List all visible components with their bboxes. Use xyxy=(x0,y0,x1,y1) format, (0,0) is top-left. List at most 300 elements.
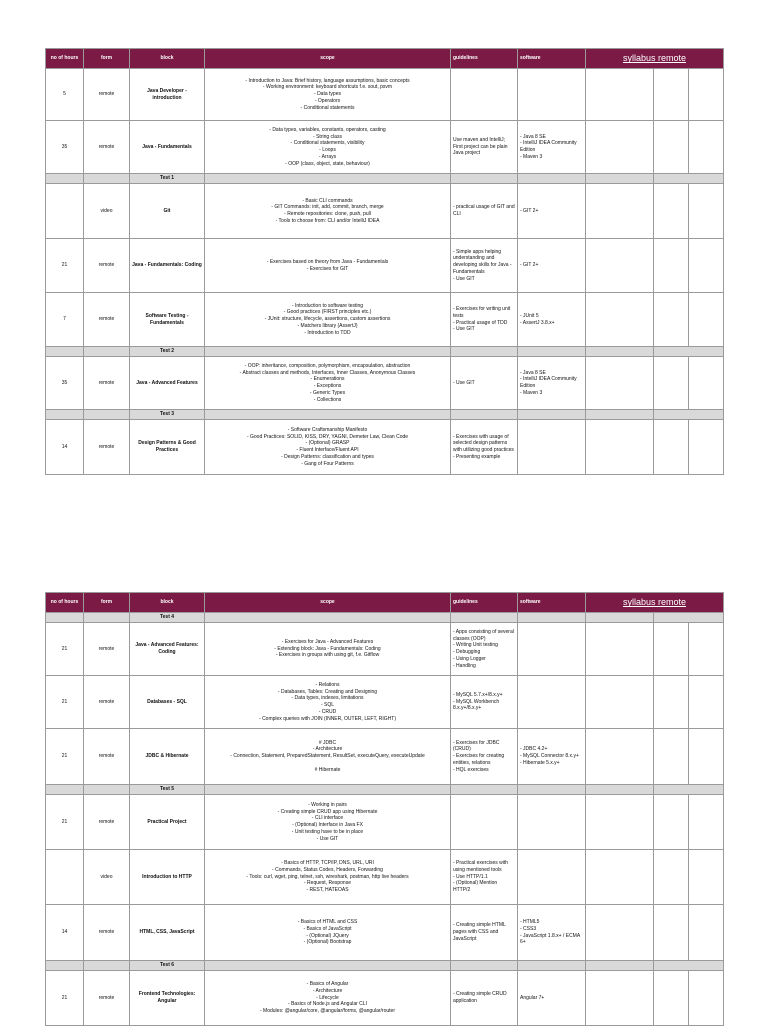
empty-cell xyxy=(451,347,518,357)
empty-cell xyxy=(654,729,689,785)
cell-line: - Basics of Node.js and Angular CLI xyxy=(288,1001,367,1008)
empty-cell xyxy=(46,174,84,184)
header-block: block xyxy=(130,49,205,69)
cell-line: - Loops xyxy=(319,147,336,153)
cell-line: - Tools: curl, wget, ping, telnet, ssh, wireshark, postman, http live headers xyxy=(246,873,409,880)
empty-cell xyxy=(46,961,84,971)
guidelines-cell xyxy=(451,121,518,174)
empty-cell xyxy=(586,795,654,850)
table-row xyxy=(46,850,724,905)
cell-line: - Collections xyxy=(313,396,342,403)
table-body xyxy=(46,69,724,475)
cell-line: - (Optional) Interface in Java FX xyxy=(292,822,363,828)
block-cell: Practical Project xyxy=(130,795,205,850)
cell-line: - IntelliJ IDEA Community Edition xyxy=(520,140,577,153)
cell-line: - Commands, Status Codes, Headers, Forwarding xyxy=(272,866,383,873)
cell-line: - MySQL Workbench 8.x.y+/8.x.y+ xyxy=(453,698,500,712)
header-form: form xyxy=(84,593,130,613)
cell-line: - Gang of Four Patterns xyxy=(301,460,354,467)
empty-cell xyxy=(654,410,724,420)
cell-line: - JDBC 4.2+ xyxy=(520,746,548,753)
cell-line: - Debugging xyxy=(453,649,481,655)
test-label: Test 4 xyxy=(130,613,205,623)
cell-line: - Relations xyxy=(315,681,340,688)
cell-line: - Exercises with usage of selected design patterns with utilizing good practices xyxy=(453,433,514,453)
cell-line: - String class xyxy=(313,133,342,140)
block-cell: Design Patterns & Good Practices xyxy=(130,420,205,475)
form-cell: video xyxy=(84,850,130,905)
cell-line: - CLI interface xyxy=(311,815,344,822)
block-cell: Java - Advanced Features xyxy=(130,357,205,410)
cell-line: - Lifecycle xyxy=(316,994,339,1001)
cell-line: - Java 8 SE xyxy=(520,133,546,140)
guidelines-cell xyxy=(451,850,518,905)
empty-cell xyxy=(205,347,451,357)
syllabus-remote-link[interactable]: syllabus remote xyxy=(586,593,724,613)
empty-cell xyxy=(586,785,654,795)
cell-line: - Creating simple CRUD app using Hibernate xyxy=(277,808,378,815)
empty-cell xyxy=(689,69,724,121)
header-block: block xyxy=(130,593,205,613)
software-cell xyxy=(518,420,586,475)
empty-cell xyxy=(586,239,654,293)
cell-line: - HTML5 xyxy=(520,919,540,925)
software-cell xyxy=(518,121,586,174)
cell-line: - Exercises in groups with using git, f.e. Gitflow xyxy=(275,652,380,659)
guidelines-cell xyxy=(451,676,518,729)
syllabus-table-2 xyxy=(45,592,723,1026)
guidelines-cell xyxy=(451,795,518,850)
cell-line: - Practical exercises with using mentioned tools xyxy=(453,860,509,873)
guidelines-cell xyxy=(451,420,518,475)
table-row xyxy=(46,239,724,293)
block-cell: Java - Fundamentals xyxy=(130,121,205,174)
cell-line: - Architecture xyxy=(312,746,343,753)
table-row xyxy=(46,121,724,174)
test-divider-row xyxy=(46,613,724,623)
cell-line: - Exercises for writing unit tests xyxy=(453,306,511,319)
cell-line: - SQL xyxy=(320,702,335,708)
cell-line: - MySQL Connector 8.x.y+ xyxy=(520,753,579,760)
hours-cell: 21 xyxy=(46,676,84,729)
empty-cell xyxy=(46,410,84,420)
hours-cell xyxy=(46,850,84,905)
cell-line: - Architecture xyxy=(312,987,343,994)
cell-line: - Introduction to software testing xyxy=(291,302,364,309)
empty-cell xyxy=(654,184,689,239)
empty-cell xyxy=(518,174,586,184)
cell-line: - Databases, Tables: Creating and Designing xyxy=(277,688,378,695)
cell-line: Use maven and IntelliJ; First project can be plain Java project xyxy=(453,136,508,157)
form-cell: remote xyxy=(84,905,130,961)
empty-cell xyxy=(518,613,586,623)
cell-line: - Use GIT xyxy=(453,275,475,282)
empty-cell xyxy=(586,174,654,184)
scope-cell xyxy=(205,357,451,410)
empty-cell xyxy=(586,623,654,676)
hours-cell: 7 xyxy=(46,293,84,347)
form-cell: remote xyxy=(84,795,130,850)
cell-line: - Exercises based on theory from Java - Fundamentals xyxy=(266,258,389,265)
header-guidelines: guidelines xyxy=(451,49,518,69)
cell-line: - practical usage of GIT and CLI xyxy=(453,204,515,217)
software-cell xyxy=(518,623,586,676)
empty-cell xyxy=(654,293,689,347)
cell-line: - Arrays xyxy=(318,153,337,160)
software-cell xyxy=(518,729,586,785)
header-hours: no of hours xyxy=(46,49,84,69)
form-cell: remote xyxy=(84,69,130,121)
cell-line: - Java 8 SE xyxy=(520,369,546,376)
test-divider-row xyxy=(46,410,724,420)
empty-cell xyxy=(689,121,724,174)
cell-line: - Data types, indexes, limitations xyxy=(291,695,364,702)
cell-line: - Writing Unit testing xyxy=(453,642,498,649)
hours-cell: 35 xyxy=(46,357,84,410)
empty-cell xyxy=(654,905,689,961)
cell-line: - Apps consisting of several classes (OOP) xyxy=(453,628,514,642)
empty-cell xyxy=(586,184,654,239)
empty-cell xyxy=(654,69,689,121)
empty-cell xyxy=(518,347,586,357)
table-body xyxy=(46,613,724,1026)
empty-cell xyxy=(451,410,518,420)
cell-line: - OOP (class, object, state, behaviour) xyxy=(285,160,370,167)
cell-line: - GIT 2+ xyxy=(520,207,539,214)
table-row xyxy=(46,293,724,347)
test-label: Test 3 xyxy=(130,410,205,420)
empty-cell xyxy=(84,613,130,623)
cell-line: - Tools to choose from: CLI and/or IntelliJ IDEA xyxy=(275,217,380,224)
block-cell: JDBC & Hibernate xyxy=(130,729,205,785)
header-guidelines: guidelines xyxy=(451,593,518,613)
form-cell: remote xyxy=(84,293,130,347)
empty-cell xyxy=(689,795,724,850)
block-cell: Java Developer - introduction xyxy=(130,69,205,121)
cell-line: - Working in pairs xyxy=(308,801,347,808)
empty-cell xyxy=(518,410,586,420)
empty-cell xyxy=(586,293,654,347)
empty-cell xyxy=(46,613,84,623)
cell-line: - Working environment: keyboard shortcuts f.e. sout, psvm xyxy=(262,84,393,91)
empty-cell xyxy=(689,676,724,729)
empty-cell xyxy=(689,623,724,676)
form-cell: remote xyxy=(84,121,130,174)
cell-line: - HQL exercises xyxy=(453,766,489,773)
cell-line: - Basics of HTML and CSS xyxy=(297,919,358,925)
empty-cell xyxy=(586,613,654,623)
scope-cell xyxy=(205,795,451,850)
empty-cell xyxy=(654,357,689,410)
table-row xyxy=(46,971,724,1026)
software-cell xyxy=(518,184,586,239)
syllabus-table-1 xyxy=(45,48,723,475)
empty-cell xyxy=(654,676,689,729)
empty-cell xyxy=(205,410,451,420)
cell-line: - Conditional statements xyxy=(300,104,355,111)
cell-line: - Enumerations xyxy=(310,376,345,383)
empty-cell xyxy=(205,785,451,795)
header-scope: scope xyxy=(205,49,451,69)
empty-cell xyxy=(654,420,689,475)
block-cell: Introduction to HTTP xyxy=(130,850,205,905)
table-row xyxy=(46,184,724,239)
cell-line: Angular 7+ xyxy=(520,994,545,1001)
empty-cell xyxy=(46,785,84,795)
empty-cell xyxy=(586,850,654,905)
cell-line: - Complex queries with JOIN (INNER, OUTER, LEFT, RIGHT) xyxy=(259,715,396,722)
guidelines-cell xyxy=(451,293,518,347)
cell-line: - Exercises for GIT xyxy=(306,265,349,272)
cell-line: - REST, HATEOAS xyxy=(306,887,349,894)
software-cell xyxy=(518,69,586,121)
test-label: Test 6 xyxy=(130,961,205,971)
software-cell xyxy=(518,357,586,410)
hours-cell: 14 xyxy=(46,905,84,961)
empty-cell xyxy=(205,613,451,623)
cell-line: - Presenting example xyxy=(453,453,501,460)
empty-cell xyxy=(586,69,654,121)
empty-cell xyxy=(689,729,724,785)
software-cell xyxy=(518,905,586,961)
cell-line: - Creating simple HTML pages with CSS and JavaScript xyxy=(453,922,506,942)
guidelines-cell xyxy=(451,905,518,961)
cell-line xyxy=(207,760,448,767)
empty-cell xyxy=(84,347,130,357)
scope-cell xyxy=(205,676,451,729)
empty-cell xyxy=(586,971,654,1026)
form-cell: remote xyxy=(84,420,130,475)
cell-line: - Use GIT xyxy=(453,379,475,386)
software-cell xyxy=(518,850,586,905)
empty-cell xyxy=(689,357,724,410)
cell-line: - Simple apps helping understanding and developing skills for Java - Fundamentals xyxy=(453,248,512,275)
cell-line: - CSS3 xyxy=(520,925,537,932)
cell-line: - Introduction to Java: Brief history, language assumptions, basic concepts xyxy=(245,77,410,84)
guidelines-cell xyxy=(451,729,518,785)
syllabus-remote-link[interactable]: syllabus remote xyxy=(586,49,724,69)
hours-cell: 21 xyxy=(46,971,84,1026)
cell-line: - Fluent Interface/Fluent API xyxy=(296,447,359,453)
empty-cell xyxy=(451,613,518,623)
cell-line: - (Optional) Bootstrap xyxy=(303,939,352,946)
cell-line: - Introduction to TDD xyxy=(304,329,351,336)
scope-cell xyxy=(205,69,451,121)
cell-line: - Using Logger xyxy=(453,655,486,662)
cell-line: - MySQL 5.7.x+/8.x.y+ xyxy=(453,691,503,698)
cell-line: - Good Practices: SOLID, KISS, DRY, YAGNI, Demeter Law, Clean Code xyxy=(246,433,409,440)
software-cell xyxy=(518,795,586,850)
scope-cell xyxy=(205,623,451,676)
cell-line: - Extending block: Java - Fundamentals: Coding xyxy=(274,645,381,652)
block-cell: HTML, CSS, JavaScript xyxy=(130,905,205,961)
empty-cell xyxy=(586,347,654,357)
cell-line: - Maven 3 xyxy=(520,389,543,396)
empty-cell xyxy=(586,676,654,729)
table-row xyxy=(46,729,724,785)
empty-cell xyxy=(689,905,724,961)
table-row xyxy=(46,420,724,475)
block-cell: Databases - SQL xyxy=(130,676,205,729)
block-cell: Git xyxy=(130,184,205,239)
cell-line: - Basic CLI commands xyxy=(302,197,353,204)
block-cell: Software Testing - Fundamentals xyxy=(130,293,205,347)
cell-line: - IntelliJ IDEA Community Edition xyxy=(520,376,577,389)
guidelines-cell xyxy=(451,971,518,1026)
table-row xyxy=(46,69,724,121)
empty-cell xyxy=(654,347,724,357)
hours-cell xyxy=(46,184,84,239)
empty-cell xyxy=(654,961,724,971)
form-cell: remote xyxy=(84,676,130,729)
form-cell: remote xyxy=(84,239,130,293)
cell-line: - (Optional) JQuery xyxy=(306,932,349,939)
empty-cell xyxy=(689,239,724,293)
cell-line: - Connection, Statement, PreparedStatement, ResultSet, executeQuery, executeUpdate xyxy=(230,753,425,760)
header-form: form xyxy=(84,49,130,69)
cell-line: - Basics of JavaScript xyxy=(303,925,352,932)
scope-cell xyxy=(205,293,451,347)
software-cell xyxy=(518,676,586,729)
empty-cell xyxy=(586,121,654,174)
cell-line: - Matchers library (AssertJ) xyxy=(297,322,358,329)
empty-cell xyxy=(205,174,451,184)
empty-cell xyxy=(46,347,84,357)
test-label: Test 2 xyxy=(130,347,205,357)
cell-line: - Good practices (FIRST principles etc.) xyxy=(283,309,372,316)
hours-cell: 5 xyxy=(46,69,84,121)
test-divider-row xyxy=(46,347,724,357)
scope-cell xyxy=(205,905,451,961)
scope-cell xyxy=(205,239,451,293)
hours-cell: 35 xyxy=(46,121,84,174)
cell-line: - OOP: inheritance, composition, polymorphism, encapsulation, abstraction xyxy=(244,362,411,369)
empty-cell xyxy=(205,961,451,971)
scope-cell xyxy=(205,184,451,239)
empty-cell xyxy=(689,293,724,347)
cell-line: - Basics of Angular xyxy=(306,981,349,988)
test-divider-row xyxy=(46,174,724,184)
scope-cell xyxy=(205,729,451,785)
guidelines-cell xyxy=(451,239,518,293)
header-scope: scope xyxy=(205,593,451,613)
scope-cell xyxy=(205,971,451,1026)
cell-line: - Generic Types xyxy=(309,389,346,396)
table-row xyxy=(46,905,724,961)
cell-line: - Practical usage of TDD xyxy=(453,319,508,326)
cell-line: - CRUD xyxy=(318,708,337,715)
cell-line: - Use HTTP/1.1 xyxy=(453,873,488,880)
cell-line: # JDBC xyxy=(318,739,337,746)
empty-cell xyxy=(654,795,689,850)
cell-line: - Exercises for JDBC (CRUD) xyxy=(453,739,500,753)
cell-line: - JavaScript 1.8.x+ / ECMA 6+ xyxy=(520,932,580,946)
cell-line: - AssertJ 3.8.x+ xyxy=(520,319,555,326)
cell-line: - Handling xyxy=(453,662,476,669)
empty-cell xyxy=(654,623,689,676)
guidelines-cell xyxy=(451,184,518,239)
software-cell xyxy=(518,239,586,293)
empty-cell xyxy=(586,729,654,785)
cell-line: - GIT Commands: init, add, commit, branch, merge xyxy=(271,204,384,211)
empty-cell xyxy=(586,905,654,961)
empty-cell xyxy=(451,785,518,795)
empty-cell xyxy=(84,785,130,795)
empty-cell xyxy=(586,410,654,420)
scope-cell xyxy=(205,850,451,905)
cell-line: - JUnit: structure, lifecycle, assertions, custom assertions xyxy=(264,316,391,323)
scope-cell xyxy=(205,420,451,475)
table-row xyxy=(46,795,724,850)
software-cell xyxy=(518,971,586,1026)
form-cell: remote xyxy=(84,971,130,1026)
cell-line: - Basics of HTTP, TCP/IP, DNS, URL, URI xyxy=(281,860,374,867)
cell-line: - Design Patterns: classification and types xyxy=(281,453,374,460)
empty-cell xyxy=(451,961,518,971)
form-cell: remote xyxy=(84,623,130,676)
cell-line: - Request, Response xyxy=(304,880,351,887)
empty-cell xyxy=(84,174,130,184)
empty-cell xyxy=(654,174,724,184)
empty-cell xyxy=(654,121,689,174)
cell-line: - Operators xyxy=(314,97,341,104)
test-divider-row xyxy=(46,961,724,971)
hours-cell: 21 xyxy=(46,795,84,850)
cell-line: - Data types, variables, constants, operators, casting xyxy=(269,126,386,133)
empty-cell xyxy=(654,785,724,795)
empty-cell xyxy=(518,785,586,795)
guidelines-cell xyxy=(451,623,518,676)
empty-cell xyxy=(654,613,724,623)
header-hours: no of hours xyxy=(46,593,84,613)
guidelines-cell xyxy=(451,357,518,410)
cell-line: - Modules: @angular/core, @angular/forms, @angular/router xyxy=(259,1008,395,1015)
hours-cell: 14 xyxy=(46,420,84,475)
cell-line: - Remote repositories: clone, push, pull xyxy=(284,211,371,217)
cell-line: - Use GIT xyxy=(316,835,339,842)
block-cell: Frontend Technologies: Angular xyxy=(130,971,205,1026)
table-row xyxy=(46,676,724,729)
empty-cell xyxy=(689,184,724,239)
empty-cell xyxy=(654,971,689,1026)
empty-cell xyxy=(654,239,689,293)
empty-cell xyxy=(586,420,654,475)
cell-line: # Hibernate xyxy=(314,766,341,773)
empty-cell xyxy=(451,174,518,184)
empty-cell xyxy=(689,420,724,475)
form-cell: remote xyxy=(84,729,130,785)
cell-line: - Use GIT xyxy=(453,326,475,333)
empty-cell xyxy=(84,410,130,420)
cell-line: - Hibernate 5.x.y+ xyxy=(520,759,560,766)
cell-line: - GIT 2+ xyxy=(520,262,539,269)
empty-cell xyxy=(586,961,654,971)
cell-line: - Data types xyxy=(314,91,341,98)
guidelines-cell xyxy=(451,69,518,121)
cell-line: - Software Craftsmanship Manifesto xyxy=(287,426,368,433)
hours-cell: 21 xyxy=(46,239,84,293)
empty-cell xyxy=(84,961,130,971)
form-cell: video xyxy=(84,184,130,239)
header-software: software xyxy=(518,49,586,69)
cell-line: - Exceptions xyxy=(313,383,342,389)
cell-line: - (Optional) GRASP xyxy=(305,440,350,447)
hours-cell: 21 xyxy=(46,623,84,676)
software-cell xyxy=(518,293,586,347)
test-label: Test 1 xyxy=(130,174,205,184)
test-divider-row xyxy=(46,785,724,795)
form-cell: remote xyxy=(84,357,130,410)
